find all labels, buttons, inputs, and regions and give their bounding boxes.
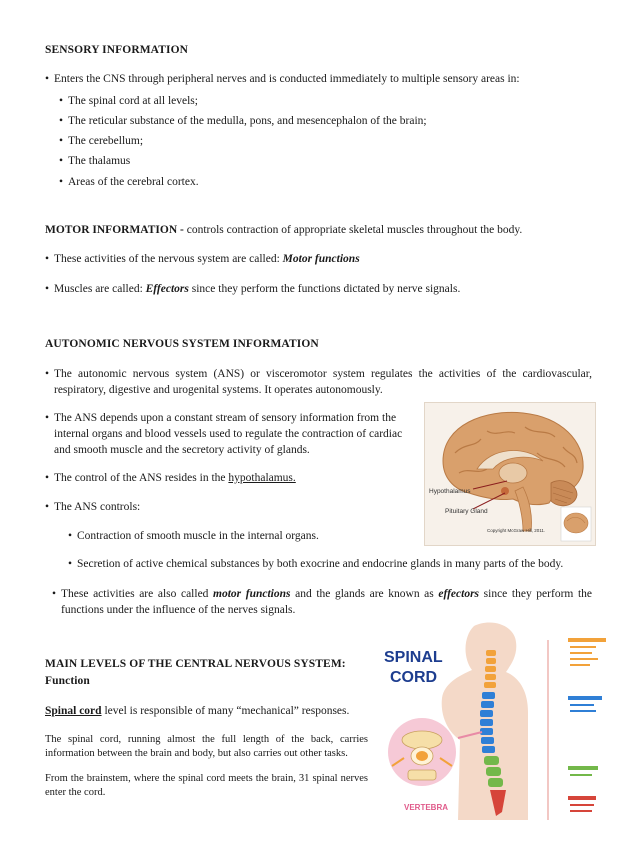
motor-functions-term: Motor functions	[282, 253, 360, 265]
ans-heading: AUTONOMIC NERVOUS SYSTEM INFORMATION	[45, 338, 319, 350]
spinal-paragraph-2: From the brainstem, where the spinal cord meets the brain, 31 spinal nerves enter the cord.	[45, 773, 368, 798]
ans-bullet-2: • The ANS depends upon a constant stream of sensory information from the internal organs and blood vessels used to regulate the contraction of cardiac and smooth muscle and the secretory activity of glands.	[54, 410, 421, 458]
figure-copyright: Copyright McGraw Hill, 2011.	[487, 528, 546, 533]
ans-bullet-1: • The autonomic nervous system (ANS) or visceromotor system regulates the activities of the cardiovascular, respiratory, digestive and urogenital systems. It operates autonomously.	[54, 366, 592, 398]
ans-sub-item-1: • Contraction of smooth muscle in the internal organs.	[77, 528, 417, 544]
spinal-title-line2: CORD	[390, 669, 438, 686]
spinal-cord-illustration	[378, 620, 610, 832]
motor-functions-term-2: motor functions	[213, 588, 291, 600]
spinal-title-line1: SPINAL	[384, 649, 443, 666]
ans-bullet-3-text: The control of the ANS resides in the	[54, 472, 229, 484]
list-item: • The cerebellum;	[68, 133, 143, 149]
hypothalamus-label: Hypothalamus	[429, 488, 471, 495]
motor-heading-line	[45, 222, 605, 238]
motor-bullet-1-text: These activities of the nervous system are called:	[54, 253, 283, 265]
ans-bullet-5-c: since they perform the functions under the influence of the nerves signals.	[61, 588, 592, 616]
motor-bullet-2-rest: since they perform the functions dictated by nerve signals.	[188, 283, 461, 295]
brain-figure	[424, 402, 596, 546]
motor-bullet-2-text: Muscles are called:	[54, 283, 146, 295]
ans-bullet-5-a: These activities are also called	[61, 588, 214, 600]
vertebra-label: VERTEBRA	[404, 803, 449, 812]
effectors-term: Effectors	[145, 283, 189, 295]
list-item: • Areas of the cerebral cortex.	[68, 174, 199, 190]
ans-bullet-5-b: and the glands are known as	[290, 588, 439, 600]
spinal-cord-link[interactable]: Spinal cord	[45, 705, 102, 717]
sensory-intro: • Enters the CNS through peripheral nerves and is conducted immediately to multiple sensory areas in:	[54, 71, 594, 87]
ans-bullet-3	[54, 470, 414, 486]
list-item: • The thalamus	[68, 153, 130, 169]
spinal-cord-line	[45, 703, 365, 719]
brain-illustration	[425, 403, 595, 545]
spinal-paragraph-1: The spinal cord, running almost the full length of the back, carries information between the brain and body, but also carries out other tasks.	[45, 734, 368, 759]
motor-bullet-2	[54, 281, 594, 297]
list-item: • The reticular substance of the medulla, pons, and mesencephalon of the brain;	[68, 113, 427, 129]
ans-sub-item-2: • Secretion of active chemical substances by both exocrine and endocrine glands in many parts of the body.	[77, 556, 597, 572]
sensory-heading: SENSORY INFORMATION	[45, 44, 189, 56]
levels-subheading: Function	[45, 675, 90, 687]
motor-bullet-1	[54, 251, 594, 267]
ans-bullet-4: • The ANS controls:	[54, 499, 414, 515]
pituitary-label: Pituitary Gland	[445, 508, 488, 515]
ans-bullet-5	[61, 586, 592, 618]
effectors-term-2: effectors	[438, 588, 480, 600]
list-item: • The spinal cord at all levels;	[68, 93, 198, 109]
spinal-cord-figure	[378, 620, 610, 832]
levels-heading: MAIN LEVELS OF THE CENTRAL NERVOUS SYSTEM:	[45, 658, 346, 670]
spinal-cord-rest: level is responsible of many “mechanical” responses.	[101, 705, 350, 717]
nerve-legend	[548, 638, 606, 820]
hypothalamus-link[interactable]: hypothalamus.	[228, 472, 296, 484]
motor-heading: MOTOR INFORMATION -	[45, 224, 184, 236]
motor-heading-rest: controls contraction of appropriate skeletal muscles throughout the body.	[183, 224, 523, 236]
